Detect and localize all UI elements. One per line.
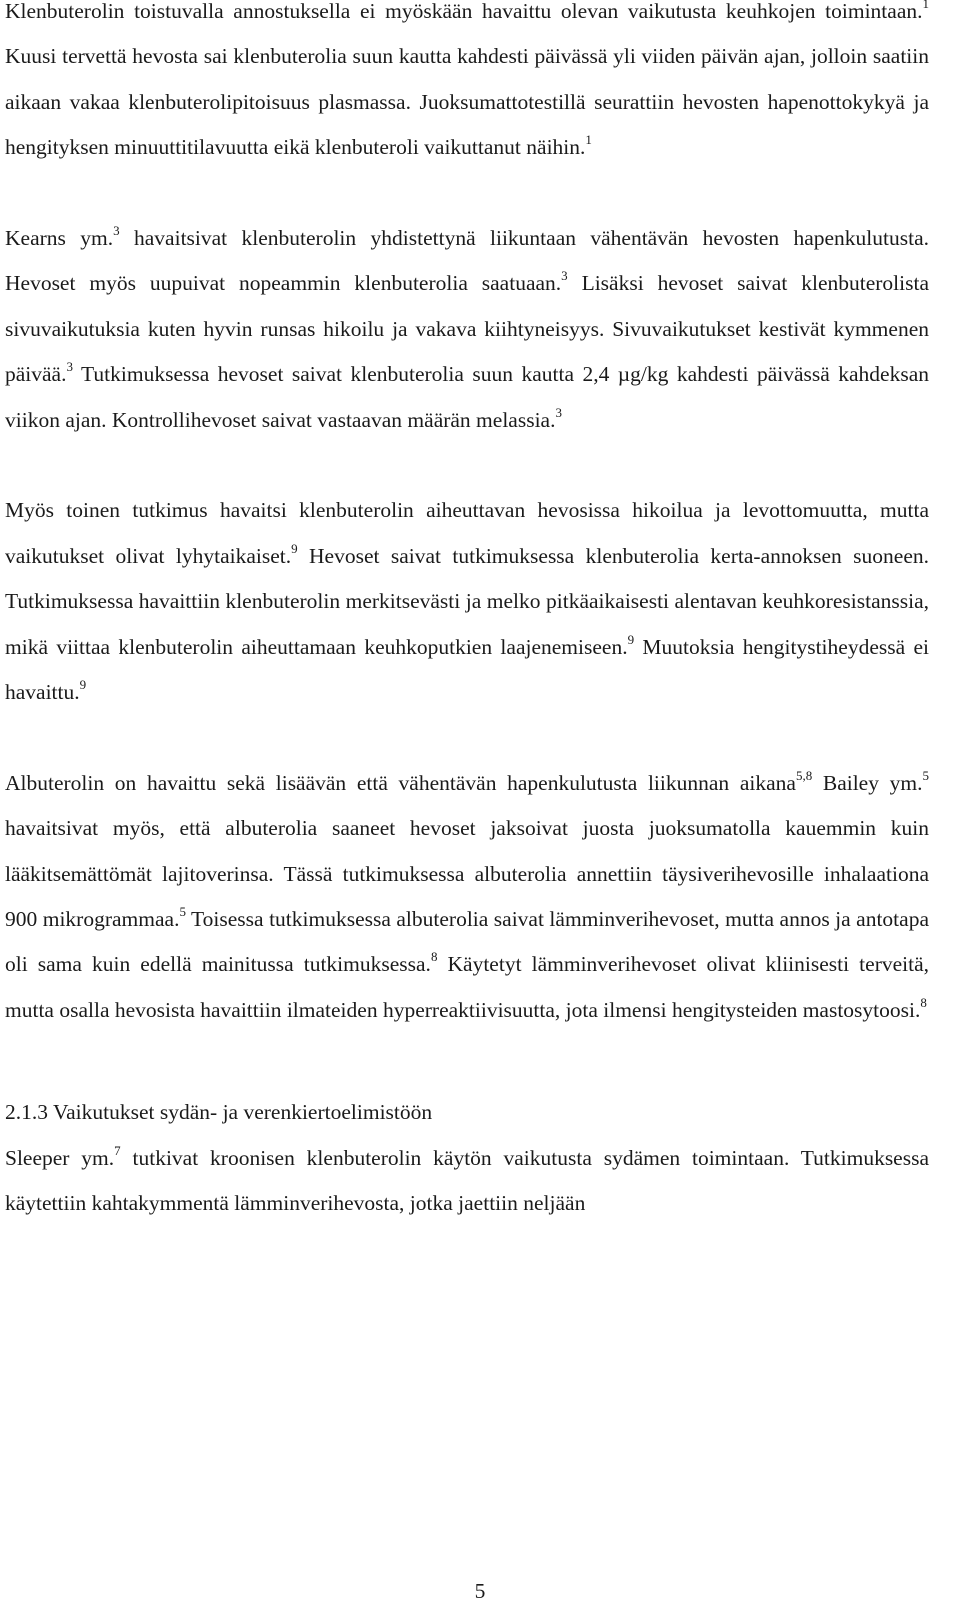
text-run: Myös toinen tutkimus havaitsi klenbuterolin aiheuttavan hevosissa hikoilua ja levottomuutta, mutta vaikutukset olivat lyhytaikaiset. — [5, 498, 929, 568]
citation-superscript: 5 — [179, 904, 186, 920]
paragraph-4 — [5, 761, 929, 1033]
citation-superscript: 3 — [555, 404, 562, 420]
text-run: Lisäksi hevoset saivat klenbuterolista sivuvaikutuksia kuten hyvin runsas hikoilu ja vakava kiihtyneisyys. Sivuvaikutukset kestivät kymmenen päivää. — [5, 271, 929, 387]
text-run: havaitsivat klenbuterolin yhdistettynä liikuntaan vähentävän hevosten hapenkulutusta. Hevoset myös uupuivat nopeammin klenbuterolia saatuaan. — [5, 226, 929, 296]
citation-superscript: 9 — [291, 540, 298, 556]
paragraph-2 — [5, 216, 929, 443]
citation-superscript: 3 — [113, 223, 120, 239]
text-run: Bailey ym. — [812, 770, 923, 795]
paragraph-5 — [5, 1136, 929, 1227]
text-run: tutkivat kroonisen klenbuterolin käytön vaikutusta sydämen toimintaan. Tutkimuksessa käytettiin kahtakymmentä lämminverihevosta, jotka jaettiin neljään — [5, 1145, 929, 1216]
text-run: Klenbuterolin toistuvalla annostuksella ei myöskään havaittu olevan vaikutusta keuhkojen toimintaan. — [5, 0, 923, 23]
citation-superscript: 3 — [561, 268, 568, 284]
text-run: Käytetyt lämminverihevoset olivat kliinisesti terveitä, mutta osalla hevosista havaittiin ilmateiden hyperreaktiivisuutta, jota ilmensi hengitysteiden mastosytoosi. — [5, 952, 930, 1022]
text-run: Albuterolin on havaittu sekä lisäävän että vähentävän hapenkulutusta liikunnan aikana — [5, 770, 796, 795]
citation-superscript: 5 — [922, 767, 929, 783]
text-run: Hevoset saivat tutkimuksessa klenbuterolia kerta-annoksen suoneen. Tutkimuksessa havaittiin klenbuterolin merkitsevästi ja melko pitkäaikaisesti alentavan keuhkoresistanssia, mikä viittaa klenbuterolin aiheuttamaan keuhkoputkien laajenemiseen. — [5, 543, 929, 659]
citation-superscript: 1 — [922, 0, 929, 11]
citation-superscript: 8 — [920, 994, 927, 1010]
text-run: havaitsivat myös, että albuterolia saaneet hevoset jaksoivat juosta juoksumatolla kauemmin kuin lääkitsemättömät lajitoverinsa. Tässä tutkimuksessa albuterolia annettiin täysiverihevosille inhalaationa 900 mikrogrammaa. — [5, 816, 929, 932]
paragraph-3 — [5, 488, 929, 715]
citation-superscript: 9 — [627, 631, 635, 647]
page-number: 5 — [474, 1579, 486, 1603]
citation-superscript: 1 — [585, 132, 592, 148]
text-run: Kearns ym. — [5, 226, 114, 251]
paragraph-1 — [5, 0, 929, 171]
citation-superscript: 5,8 — [795, 767, 813, 783]
text-run: Kuusi tervettä hevosta sai klenbuterolia suun kautta kahdesti päivässä yli viiden päivän ajan, jolloin saatiin aikaan vakaa klenbuterolipitoisuus plasmassa. Juoksumattotestillä seurattiin hevosten hapenottokykyä ja hengityksen minuuttitilavuutta eikä klenbuteroli vaikuttanut näihin. — [5, 44, 929, 160]
text-run: Toisessa tutkimuksessa albuterolia saivat lämminverihevoset, mutta annos ja antotapa oli sama kuin edellä mainitussa tutkimuksessa. — [5, 907, 929, 977]
citation-superscript: 3 — [66, 359, 73, 375]
citation-superscript: 9 — [79, 677, 87, 693]
section-heading: 2.1.3 Vaikutukset sydän- ja verenkiertoelimistöön — [5, 1100, 433, 1125]
text-run: Sleeper ym. — [5, 1145, 115, 1170]
text-run: Muutoksia hengitystiheydessä ei havaittu. — [5, 634, 929, 705]
document-page — [5, 0, 929, 1227]
text-run: Tutkimuksessa hevoset saivat klenbuterolia suun kautta 2,4 µg/kg kahdesti päivässä kahdeksan viikon ajan. Kontrollihevoset saivat vastaavan määrän melassia. — [5, 362, 929, 432]
citation-superscript: 8 — [430, 949, 438, 965]
citation-superscript: 7 — [114, 1142, 121, 1158]
